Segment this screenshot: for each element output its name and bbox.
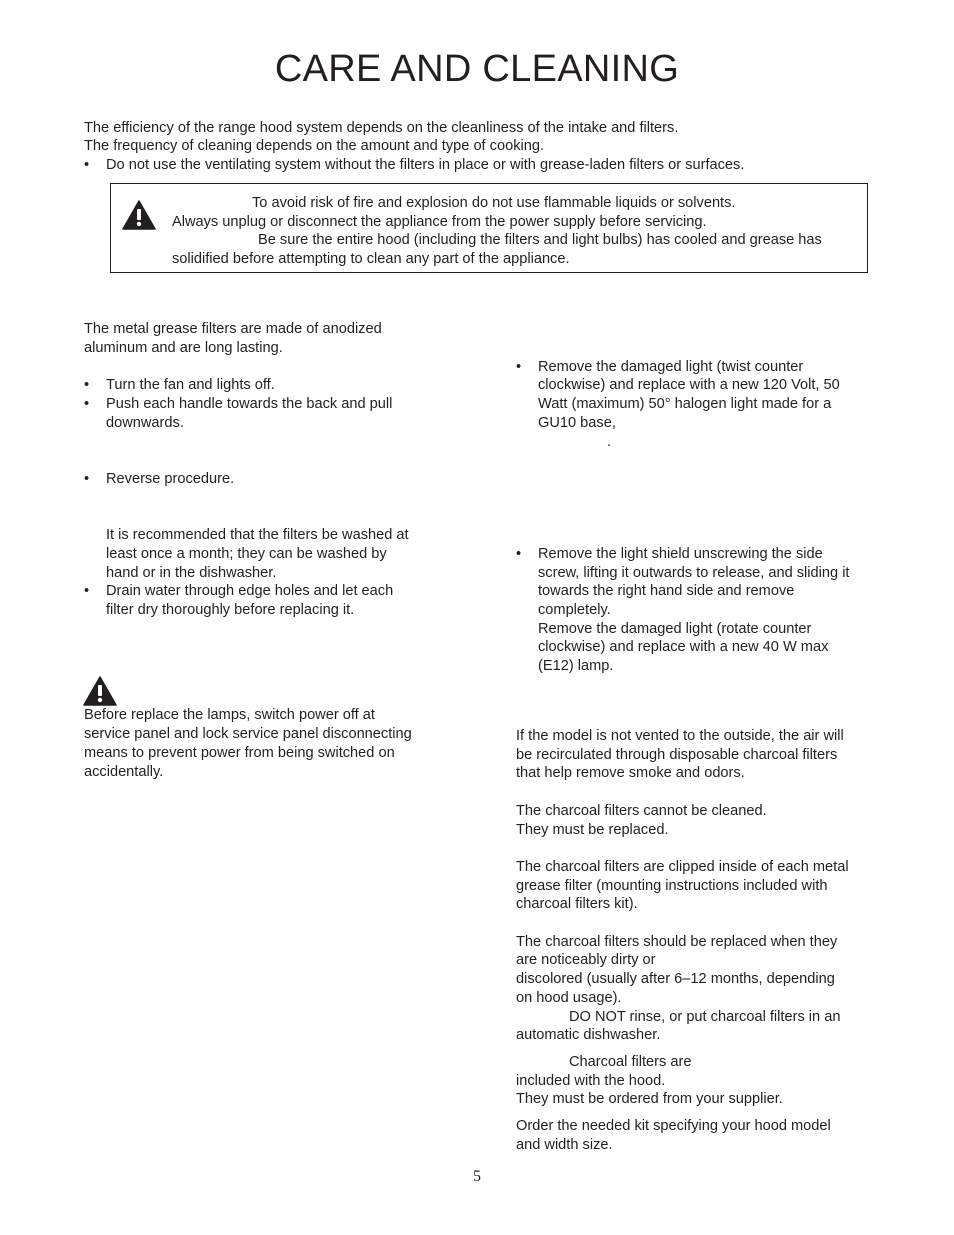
charcoal-text-10: are noticeably dirty or (516, 952, 656, 968)
warning-icon (122, 200, 156, 230)
lamp-warning-3: means to prevent power from being switched on (84, 745, 395, 761)
lamp-warning-1: Before replace the lamps, switch power off at (84, 707, 375, 723)
charcoal-text-12: on hood usage). (516, 990, 622, 1006)
halogen-bullet-5: . (607, 434, 612, 450)
charcoal-text-13: DO NOT rinse, or put charcoal filters in an (569, 1009, 841, 1025)
filters-text-2: aluminum and are long lasting. (84, 340, 283, 356)
page-number: 5 (473, 1168, 481, 1185)
bullet-push-handle-cont: downwards. (106, 415, 184, 431)
charcoal-text-3: that help remove smoke and odors. (516, 765, 745, 781)
charcoal-text-7: grease filter (mounting instructions included with (516, 878, 828, 894)
shield-bullet-4: completely. (538, 602, 611, 618)
halogen-bullet-4: GU10 base, (538, 415, 616, 431)
charcoal-text-17: They must be ordered from your supplier. (516, 1091, 783, 1107)
charcoal-text-14: automatic dishwasher. (516, 1027, 661, 1043)
charcoal-text-2: be recirculated through disposable charcoal filters (516, 747, 838, 763)
page-title: CARE AND CLEANING (274, 48, 680, 90)
charcoal-text-8: charcoal filters kit). (516, 896, 638, 912)
intro-line-2: The frequency of cleaning depends on the amount and type of cooking. (84, 138, 545, 154)
intro-bullet: • Do not use the ventilating system without the filters in place or with grease-laden filters or surfaces. (106, 156, 744, 175)
bullet-reverse: • Reverse procedure. (106, 470, 234, 489)
bullet-drain-cont: filter dry thoroughly before replacing it. (106, 602, 355, 618)
shield-bullet-6: clockwise) and replace with a new 40 W max (538, 639, 829, 655)
charcoal-text-4: The charcoal filters cannot be cleaned. (516, 803, 767, 819)
warning-line-2: Always unplug or disconnect the appliance from the power supply before servicing. (172, 214, 707, 230)
warning-line-1: To avoid risk of fire and explosion do not use flammable liquids or solvents. (252, 195, 736, 211)
warning-line-3: Be sure the entire hood (including the filters and light bulbs) has cooled and grease has (258, 232, 822, 248)
charcoal-text-15: Charcoal filters are (569, 1054, 692, 1070)
charcoal-text-19: and width size. (516, 1137, 613, 1153)
lamp-warning-4: accidentally. (84, 764, 164, 780)
warning-icon (83, 676, 117, 706)
shield-bullet-5: Remove the damaged light (rotate counter (538, 621, 812, 637)
charcoal-text-18: Order the needed kit specifying your hood model (516, 1118, 831, 1134)
halogen-bullet-2: clockwise) and replace with a new 120 Volt, 50 (538, 377, 840, 393)
charcoal-text-1: If the model is not vented to the outside, the air will (516, 728, 844, 744)
bullet-fan-off: • Turn the fan and lights off. (106, 376, 275, 395)
wash-text-2: least once a month; they can be washed by (106, 546, 387, 562)
halogen-bullet-1: • Remove the damaged light (twist counter (538, 358, 803, 377)
shield-bullet-2: screw, lifting it outwards to release, and sliding it (538, 565, 850, 581)
shield-bullet-7: (E12) lamp. (538, 658, 614, 674)
charcoal-text-11: discolored (usually after 6–12 months, depending (516, 971, 835, 987)
filters-text-1: The metal grease filters are made of anodized (84, 321, 382, 337)
charcoal-text-16: included with the hood. (516, 1073, 666, 1089)
intro-line-1: The efficiency of the range hood system depends on the cleanliness of the intake and filters. (84, 120, 679, 136)
lamp-warning-2: service panel and lock service panel disconnecting (84, 726, 412, 742)
charcoal-text-9: The charcoal filters should be replaced when they (516, 934, 838, 950)
wash-text-1: It is recommended that the filters be washed at (106, 527, 409, 543)
shield-bullet-1: • Remove the light shield unscrewing the side (538, 545, 823, 564)
bullet-drain: • Drain water through edge holes and let each (106, 582, 393, 601)
halogen-bullet-3: Watt (maximum) 50° halogen light made for a (538, 396, 832, 412)
shield-bullet-3: towards the right hand side and remove (538, 583, 795, 599)
warning-line-4: solidified before attempting to clean any part of the appliance. (172, 251, 570, 267)
wash-text-3: hand or in the dishwasher. (106, 565, 277, 581)
charcoal-text-5: They must be replaced. (516, 822, 669, 838)
charcoal-text-6: The charcoal filters are clipped inside of each metal (516, 859, 849, 875)
bullet-push-handle: • Push each handle towards the back and pull (106, 395, 392, 414)
